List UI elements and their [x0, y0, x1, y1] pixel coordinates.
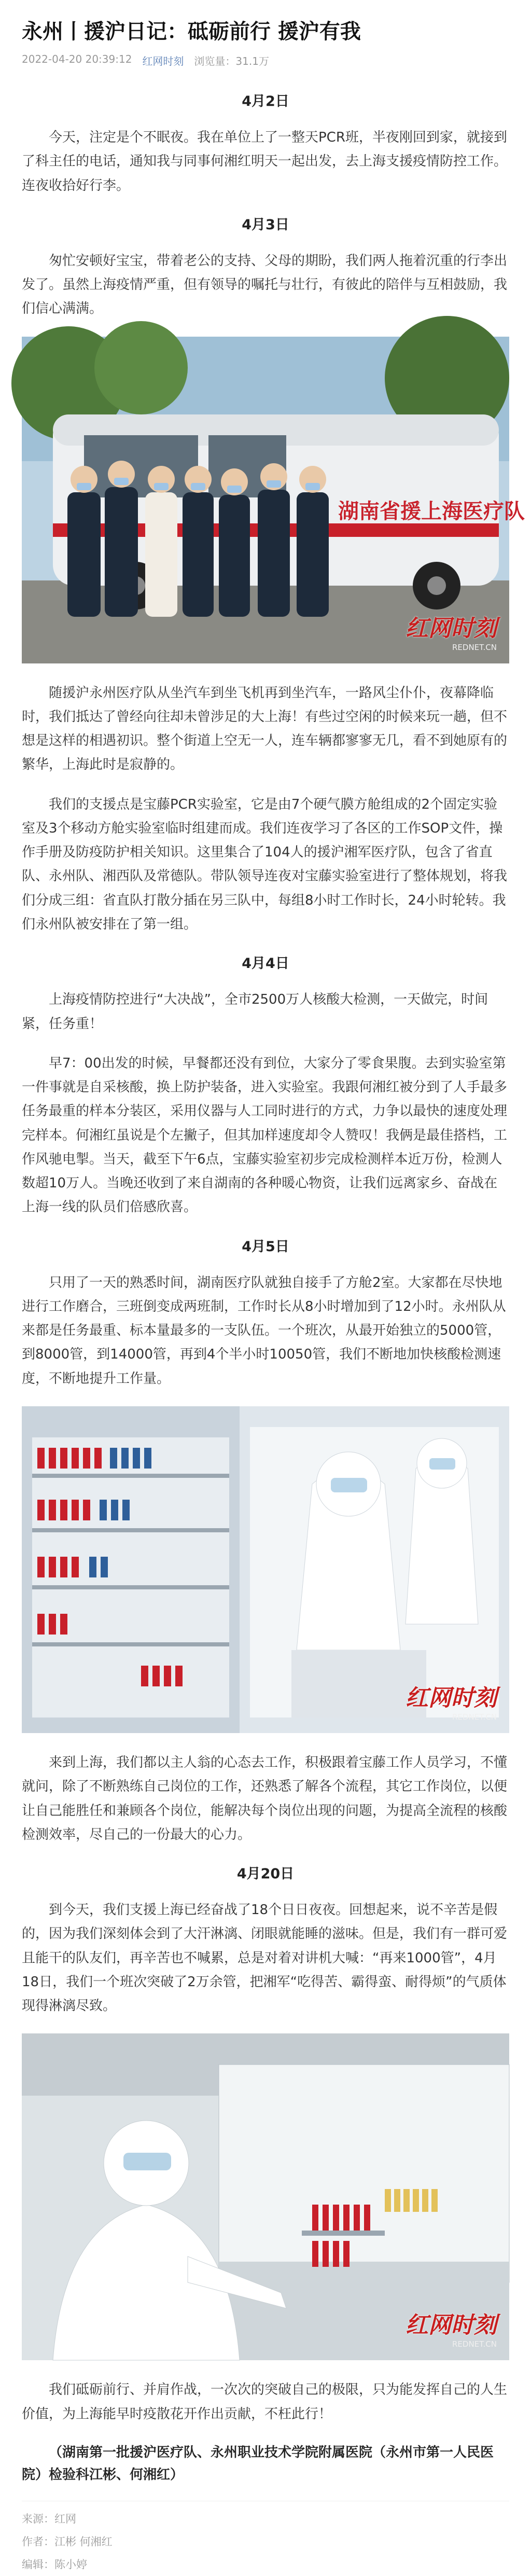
team-photo	[22, 337, 525, 663]
paragraph: 匆忙安顿好宝宝，带着老公的支持、父母的期盼，我们两人拖着沉重的行李出发了。虽然上海疫情严重，但有领导的嘱托与壮行，有彼此的陪伴与互相鼓励，我们信心满满。	[22, 253, 508, 317]
paragraph: 今天，注定是个不眠夜。我在单位上了一整天PCR班，半夜刚回到家，就接到了科主任的电话，通知我与同事何湘红明天一起出发，去上海支援疫情防控工作。连夜收拾好行李。	[22, 130, 508, 193]
article-title: 永州丨援沪日记：砥砺前行 援沪有我	[22, 20, 361, 44]
watermark-brand: 红网时刻	[406, 2312, 497, 2339]
ambulance-banner: 湖南省援上海医疗队	[338, 500, 525, 523]
closing-paragraph: 我们砥砺前行、并肩作战，一次次的突破自己的极限，只为能发挥自己的人生价值，为上海能早时疫散花开作出贡献，不枉此行！	[22, 2382, 508, 2422]
paragraph: 随援沪永州医疗队从坐汽车到坐飞机再到坐汽车，一路风尘仆仆，夜幕降临时，我们抵达了曾经向往却未曾涉足的大上海！有些过空闲的时候来玩一趟，但不想是这样的相遇初识。整个街道上空无一人，连车辆都寥寥无几，看不到她原有的繁华，上海此时是寂静的。	[22, 685, 508, 773]
author-footnote: （湖南第一批援沪医疗队、永州职业技术学院附属医院（永州市第一人民医院）检验科江彬、何湘红）	[22, 2444, 494, 2483]
watermark	[406, 1679, 497, 1722]
credit-source: 来源：红网	[22, 2512, 76, 2525]
article-meta	[0, 46, 531, 68]
watermark-domain: REDNET.CN	[452, 1712, 497, 1722]
paragraph: 来到上海，我们都以主人翁的心态去工作，积极跟着宝藤工作人员学习，不懂就问，除了不断熟练自己岗位的工作，还熟悉了解各个流程，其它工作岗位，以便让自己能胜任和兼顾各个岗位，能解决每个岗位出现的问题，为提高全流程的核酸检测效率，尽自己的一份最大的心力。	[22, 1754, 508, 1843]
watermark-domain: REDNET.CN	[452, 642, 497, 652]
watermark-brand: 红网时刻	[406, 1684, 497, 1711]
view-count: 浏览量：31.1万	[194, 55, 269, 67]
article-credits	[0, 2508, 531, 2576]
watermark-domain: REDNET.CN	[452, 2339, 497, 2349]
section-date: 4月2日	[242, 93, 289, 109]
watermark	[406, 2306, 497, 2349]
paragraph: 只用了一天的熟悉时间，湖南医疗队就独自接手了方舱2室。大家都在尽快地进行工作磨合，三班倒变成两班制，工作时长从8小时增加到了12小时。永州队从来都是任务最重、标本量最多的一支队伍。一个班次，从最开始独立的5000管，到8000管，到14000管，再到4个半小时10050管，我们不断地加快核酸检测速度，不断地提升工作量。	[22, 1275, 506, 1387]
credit-editor: 编辑：陈小婷	[22, 2558, 87, 2571]
section-date: 4月5日	[242, 1238, 289, 1255]
watermark-brand: 红网时刻	[406, 615, 497, 642]
article-body	[0, 68, 531, 2486]
paragraph: 上海疫情防控进行“大决战”，全市2500万人核酸大检测，一天做完，时间紧，任务重！	[22, 992, 488, 1032]
section-date: 4月3日	[242, 216, 289, 233]
section-date: 4月4日	[242, 955, 289, 972]
paragraph: 早7：00出发的时候，早餐都还没有到位，大家分了零食果腹。去到实验室第一件事就是自采核酸，换上防护装备，进入实验室。我跟何湘红被分到了人手最多任务最重的样本分装区，采用仪器与人工同时进行的方式，力争以最快的速度处理完样本。何湘红虽说是个左撇子，但其加样速度却令人赞叹！我俩是最佳搭档，工作风驰电掣。当天，截至下午6点，宝藤实验室初步完成检测样本近万份，检测人数超10万人。当晚还收到了来自湖南的各种暖心物资，让我们远离家乡、奋战在上海一线的队员们倍感欣喜。	[22, 1055, 508, 1215]
publish-date: 2022-04-20 20:39:12	[22, 53, 132, 65]
section-date: 4月20日	[236, 1866, 295, 1882]
watermark	[406, 610, 497, 652]
lab-photo	[22, 1406, 509, 1733]
credit-author: 作者：江彬 何湘红	[22, 2535, 113, 2548]
paragraph: 我们的支援点是宝藤PCR实验室，它是由7个硬气膜方舱组成的2个固定实验室及3个移动方舱实验室临时组建而成。我们连夜学习了各区的工作SOP文件，操作手册及防疫防护相关知识。这里集合了104人的援沪湘军医疗队，包含了省直队、永州队、湘西队及常德队。带队领导连夜对宝藤实验室进行了整体规划，将我们分成三组：省直队打散分插在另三队中，每组8小时工作时长，24小时轮转。我们永州队被安排在了第一组。	[22, 796, 508, 932]
biosafety-photo	[22, 2033, 509, 2360]
source-link[interactable]: 红网时刻	[142, 55, 184, 67]
paragraph: 到今天，我们支援上海已经奋战了18个日日夜夜。回想起来，说不辛苦是假的，因为我们深刻体会到了大汗淋漓、闭眼就能睡的滋味。但是，我们有一群可爱且能干的队友们，再辛苦也不喊累，总是对着对讲机大喊：“再来1000管”，4月18日，我们一个班次突破了2万余管，把湘军“吃得苦、霸得蛮、耐得烦”的气质体现得淋漓尽致。	[22, 1902, 508, 2014]
